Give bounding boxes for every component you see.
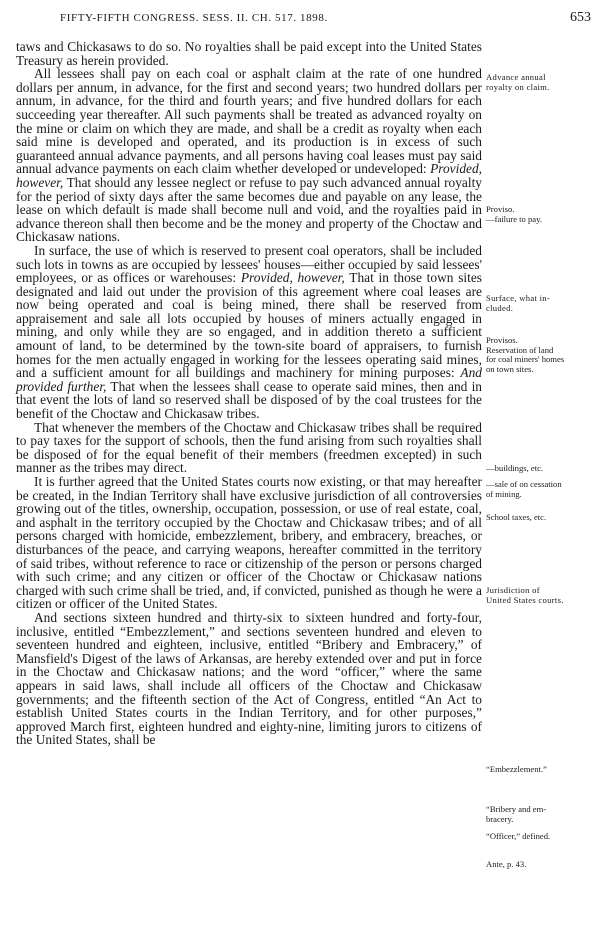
- margin-note-sale: —sale of on cessation of mining.: [486, 479, 562, 499]
- paragraph-embezzlement: And sections sixteen hundred and thirty-six to sixteen hundred and forty-four, inclusive, entitled “Embezzlement,” and sections seventeen hundred and eleven to seventeen hundred and eighteen, inclusive, entitled “Bribery and Embracery,” of Mansfield's Digest of the laws of Arkansas, are hereby extended over and put in force in the Choctaw and Chickasaw nations; and the word “officer,” where the same appears in said laws, shall include all officers of the Choctaw and Chickasaw governments; and the fifteenth section of the Act of Congress, entitled “An Act to establish United States courts in the Indian Territory, and for other purposes,” approved March first, eighteen hundred and eighty-nine, limiting jurors to citizens of the United States, shall be: [16, 609, 482, 748]
- margin-note-surface: Surface, what in- cluded.: [486, 293, 551, 313]
- statute-body: [16, 40, 482, 747]
- paragraph-surface: In surface, the use of which is reserved to present coal operators, shall be included such lots in towns as are occupied by lessees' houses—either occupied by said lessees' employees, or as offices or warehouses: Provided, however, That in those town sites designated and laid out under the provision of this agreement where coal leases are now being operated and coal is being mined, there shall be reserved from appraisement and sale all lots occupied by houses of miners actually engaged in mining, and only while they are so engaged, and in addition thereto a sufficient amount of land, to be determined by the town-site board of appraisers, to furnish homes for the men actually engaged in working for the lessees operating said mines, and a sufficient amount for all buildings and machinery for mining purposes: And provided further, That when the lessees shall cease to operate said mines, then and in that event the lots of land so reserved shall be disposed of by the coal trustees for the benefit of the Choctaw and Chickasaw tribes.: [16, 242, 483, 422]
- proviso-phrase: Provided, however,: [240, 270, 345, 286]
- paragraph-continuation: taws and Chickasaws to do so. No royalties shall be paid except into the United States Treasury as herein provided.: [16, 39, 482, 68]
- running-head-title: FIFTY-FIFTH CONGRESS. SESS. II. CH. 517. 1898.: [60, 12, 328, 24]
- page-number: 653: [570, 10, 591, 25]
- paragraph-jurisdiction: It is further agreed that the United States courts now existing, or that may hereafter be created, in the Indian Territory shall have exclusive jurisdiction of all controversies growing out of the titles, ownership, occupation, possession, or use of real estate, coal, and asphalt in the territory occupied by the Choctaw and Chickasaw tribes; and of all persons charged with homicide, embezzlement, bribery, and embracery, breaches, or disturbances of the peace, and carrying weapons, hereafter committed in the territory of said tribes, without reference to race or citizenship of the person or persons charged with such crime; and any citizen or officer of the Choctaw or Chickasaw nations charged with such crime shall be tried, and, if convicted, punished as though he were a citizen or officer of the United States.: [16, 474, 482, 612]
- margin-note-bribery: “Bribery and em- bracery.: [486, 804, 547, 824]
- margin-note-ante: Ante, p. 43.: [486, 859, 527, 869]
- margin-note-buildings: —buildings, etc.: [486, 463, 544, 473]
- margin-note-officer: “Officer,” defined.: [486, 831, 551, 841]
- margin-note-school-taxes: School taxes, etc.: [486, 512, 547, 522]
- margin-note-jurisdiction: Jurisdiction of United States courts.: [486, 585, 564, 605]
- paragraph-advance-royalty: All lessees shall pay on each coal or asphalt claim at the rate of one hundred dollars per annum, in advance, for the first and second years; two hundred dollars per annum, in advance, for the third and fourth years; and five hundred dollars for each succeeding year thereafter. All such payments shall be treated as advanced royalty on the mine or claim on which they are made, and shall be a credit as royalty when each said mine is developed and operated, and its production is in excess of such guaranteed annual advance payments, and all persons having coal leases must pay said annual advance payments on each claim whether developed or undeveloped: Provided, however, That should any lessee neglect or refuse to pay such advanced annual royalty for the period of sixty days after the same becomes due and payable on any lease, the lease on which default is made shall become null and void, and the royalties paid in advance thereon shall then become and be the money and property of the Choctaw and Chickasaw nations.: [16, 66, 483, 245]
- margin-note-proviso: Proviso. —failure to pay.: [486, 204, 542, 224]
- margin-note-advance-annual: Advance annual royalty on claim.: [486, 72, 550, 92]
- proviso-phrase: And provided further,: [16, 365, 482, 394]
- margin-note-provisos: Provisos. Reservation of land for coal miners' homes on town sites.: [486, 335, 565, 374]
- proviso-phrase: Provided, however,: [16, 161, 483, 190]
- paragraph-school-taxes: That whenever the members of the Choctaw and Chickasaw tribes shall be required to pay taxes for the support of schools, then the fund arising from such royalties shall be disposed of for the equal benefit of their members (freedmen excepted) in such manner as the tribes may direct.: [16, 419, 482, 476]
- margin-note-embezzlement: “Embezzlement.”: [486, 764, 547, 774]
